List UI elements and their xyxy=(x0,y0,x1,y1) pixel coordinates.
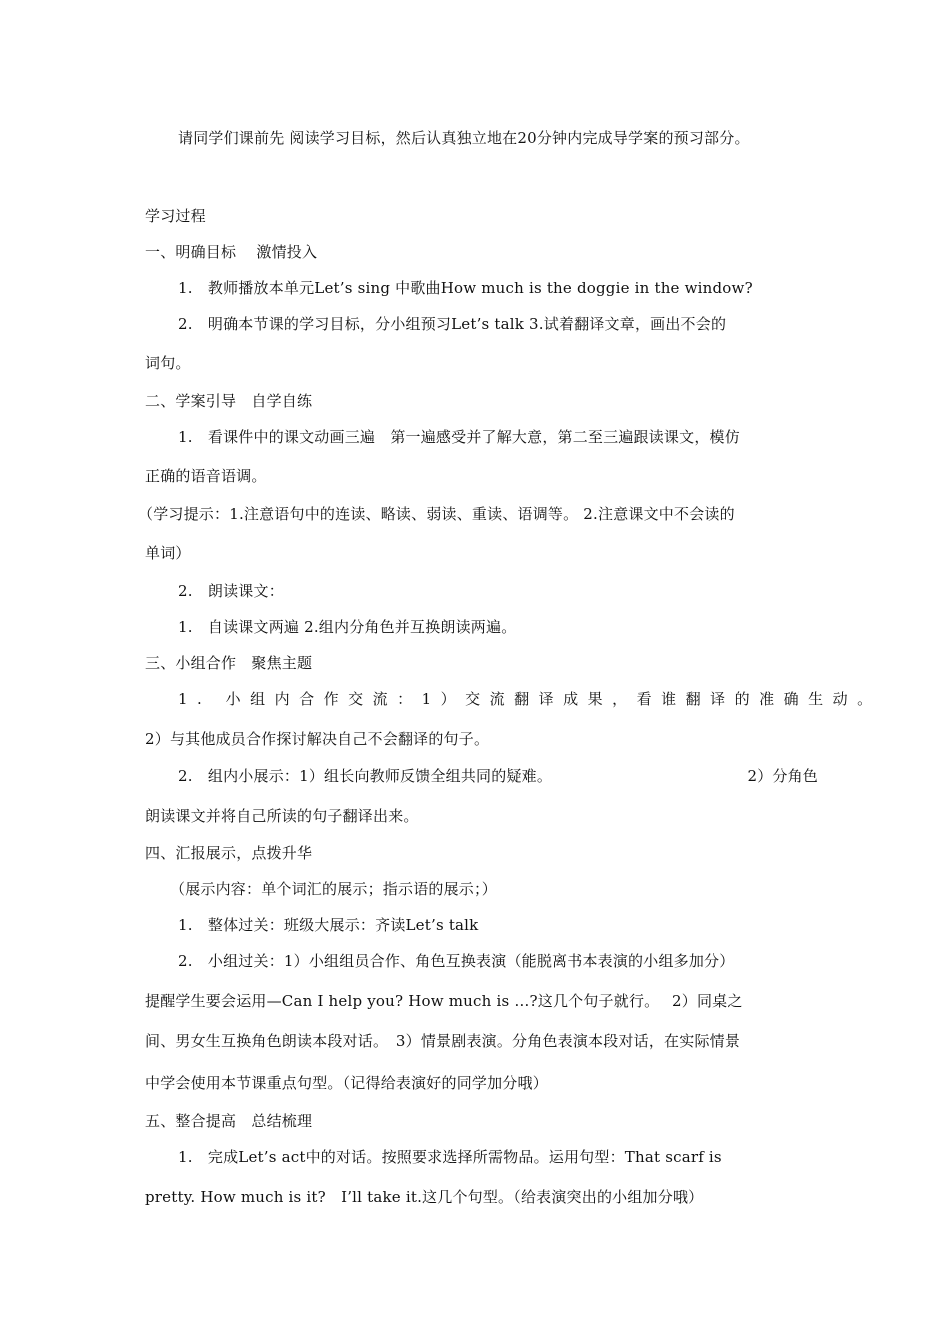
item-4-1: 1. 整体过关：班级大展示：齐读Let’s talk xyxy=(178,916,479,934)
item-3-2-continued: 朗读课文并将自己所读的句子翻译出来。 xyxy=(145,807,419,825)
item-1-1: 1. 教师播放本单元Let’s sing 中歌曲How much is the doggie in the window? xyxy=(178,279,753,297)
intro-paragraph: 请同学们课前先 阅读学习目标，然后认真独立地在20分钟内完成导学案的预习部分。 xyxy=(178,129,750,147)
item-2-2-sub-1: 1. 自读课文两遍 2.组内分角色并互换朗读两遍。 xyxy=(178,618,517,636)
display-content-note: （展示内容：单个词汇的展示；指示语的展示；） xyxy=(170,880,497,898)
item-4-2-continued-2: 间、男女生互换角色朗读本段对话。 3）情景剧表演。分角色表演本段对话，在实际情景 xyxy=(145,1032,741,1050)
item-4-2: 2. 小组过关：1）小组组员合作、角色互换表演（能脱离书本表演的小组多加分） xyxy=(178,952,735,970)
study-tip-continued: 单词） xyxy=(145,544,191,562)
item-3-1: 1. 小组内合作交流：1）交流翻译成果，看谁翻译的准确生动。 xyxy=(178,690,882,708)
item-2-1: 1. 看课件中的课文动画三遍 第一遍感受并了解大意，第二至三遍跟读课文，模仿 xyxy=(178,428,740,446)
item-1-2: 2. 明确本节课的学习目标，分小组预习Let’s talk 3.试着翻译文章，画出不会的 xyxy=(178,315,727,333)
item-2-1-continued: 正确的语音语调。 xyxy=(145,467,267,485)
study-tip: （学习提示：1.注意语句中的连读、略读、弱读、重读、语调等。 2.注意课文中不会读的 xyxy=(138,505,735,523)
section-heading-4: 四、汇报展示，点拨升华 xyxy=(145,844,313,862)
item-1-2-continued: 词句。 xyxy=(145,354,191,372)
item-3-2-part-1: 2. 组内小展示：1）组长向教师反馈全组共同的疑难。 xyxy=(178,767,553,785)
item-5-1-continued: pretty. How much is it? I’ll take it.这几个句型。（给表演突出的小组加分哦） xyxy=(145,1188,704,1206)
item-5-1: 1. 完成Let’s act中的对话。按照要求选择所需物品。运用句型：That scarf is xyxy=(178,1148,722,1166)
section-heading-2: 二、学案引导 自学自练 xyxy=(145,392,313,410)
section-heading-5: 五、整合提高 总结梳理 xyxy=(145,1112,313,1130)
item-3-2 xyxy=(178,765,818,787)
item-3-1-continued: 2）与其他成员合作探讨解决自己不会翻译的句子。 xyxy=(145,730,490,748)
section-heading-learning-process: 学习过程 xyxy=(145,207,206,225)
item-2-2: 2. 朗读课文： xyxy=(178,582,284,600)
section-heading-3: 三、小组合作 聚焦主题 xyxy=(145,654,313,672)
section-heading-1: 一、明确目标 激情投入 xyxy=(145,243,318,261)
item-3-2-part-2: 2）分角色 xyxy=(747,767,818,785)
item-4-2-continued-3: 中学会使用本节课重点句型。（记得给表演好的同学加分哦） xyxy=(145,1074,548,1092)
item-4-2-continued-1: 提醒学生要会运用—Can I help you? How much is …?这几个句子就行。 2）同桌之 xyxy=(145,992,743,1010)
